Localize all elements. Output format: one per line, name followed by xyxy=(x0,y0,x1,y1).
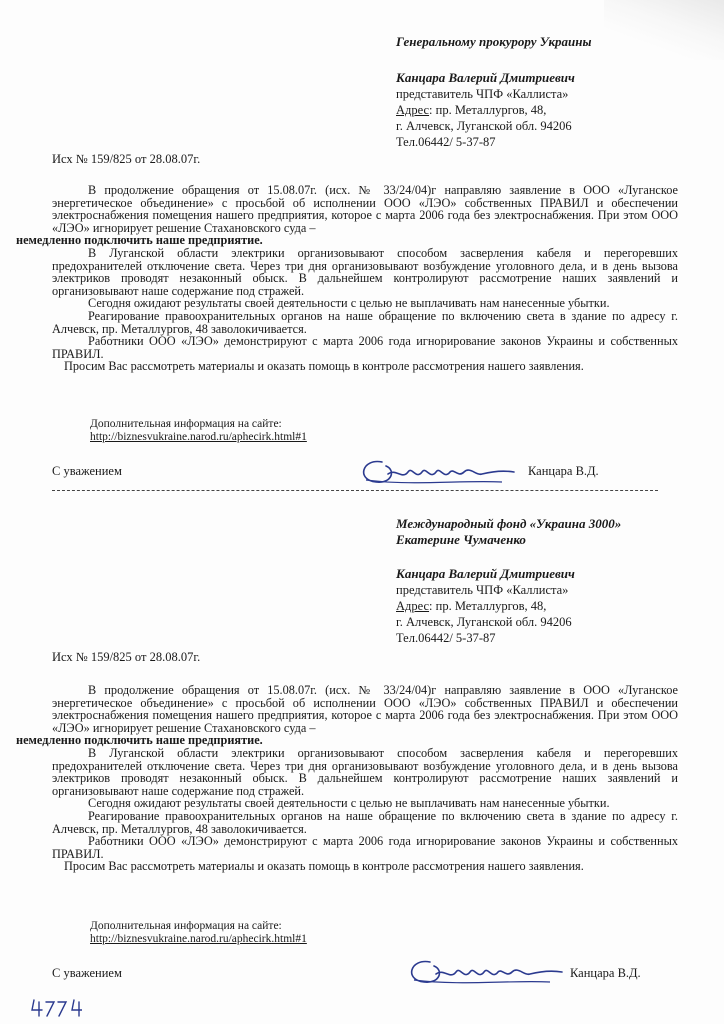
letter1-recipient-block xyxy=(396,34,592,50)
letter2-sender-block xyxy=(396,566,575,646)
letter2-sender-phone: Тел.06442/ 5-37-87 xyxy=(396,631,496,645)
letter1-recipient: Генеральному прокурору Украины xyxy=(396,34,592,49)
letter1-closing: С уважением xyxy=(52,464,122,478)
handwritten-number-drawing xyxy=(30,996,82,1018)
letter1-sender-city: г. Алчевск, Луганской обл. 94206 xyxy=(396,119,572,133)
address-line1: : пр. Металлургов, 48, xyxy=(429,599,547,613)
letter2-ref-number: Исх № 159/825 от 28.08.07г. xyxy=(52,650,201,664)
handwritten-page-number xyxy=(30,996,82,1023)
letter1-paragraph-4: Реагирование правоохранительных органов на наше обращение по включению света в здание по адресу г. Алчевск, пр. Металлургов, 48 заволокичивается. xyxy=(52,308,678,336)
letter1-info-block xyxy=(90,418,307,444)
letter2-paragraph-3: Сегодня ожидают результаты своей деятельности с целью не выплачивать нам нанесенные убытки. xyxy=(88,796,610,811)
letter2-sender-address xyxy=(396,598,575,614)
letter1-paragraph-6: Просим Вас рассмотреть материалы и оказать помощь в контроле рассмотрения нашего заявления. xyxy=(64,359,584,374)
letter1-paragraph-1 xyxy=(16,183,678,248)
letter1-sender-block xyxy=(396,70,575,150)
letter1-paragraph-2: В Луганской области электрики организовывают способом засверления кабеля и перегоревших предохранителей отключение света. Через три дня организовывают возбуждение уголовного дела, и в день вызова электриков проводят незаконный обыск. В дальнейшем контролируют рассмотрение наших заявлений и организовывают наше содержание под стражей. xyxy=(52,245,678,298)
letter2-closing: С уважением xyxy=(52,966,122,980)
letter2-sender-role: представитель ЧПФ «Каллиста» xyxy=(396,583,569,597)
letter2-recipient-block xyxy=(396,516,621,548)
letter2-signature xyxy=(400,950,570,990)
letter2-body xyxy=(16,683,678,874)
letter1-ref-number: Исх № 159/825 от 28.08.07г. xyxy=(52,152,201,166)
letter1-sender-name: Канцара Валерий Дмитриевич xyxy=(396,70,575,85)
address-line1: : пр. Металлургов, 48, xyxy=(429,103,547,117)
letter2-paragraph-5: Работники ООО «ЛЭО» демонстрируют с марта 2006 года игнорирование законов Украины и собственных ПРАВИЛ. xyxy=(52,834,678,861)
letter2-info-label: Дополнительная информация на сайте: xyxy=(90,920,282,932)
letter1-paragraph-5: Работники ООО «ЛЭО» демонстрируют с марта 2006 года игнорирование законов Украины и собственных ПРАВИЛ. xyxy=(52,334,678,361)
letter1-signer: Канцара В.Д. xyxy=(528,464,599,478)
letter1-info-label: Дополнительная информация на сайте: xyxy=(90,418,282,430)
letter1-signature xyxy=(352,450,522,490)
letter1-body xyxy=(16,183,678,374)
address-label: Адрес xyxy=(396,599,430,613)
address-label: Адрес xyxy=(396,103,430,117)
letter2-recipient-person: Екатерине Чумаченко xyxy=(396,532,526,547)
scan-shadow xyxy=(604,0,724,60)
letter1-sender-phone: Тел.06442/ 5-37-87 xyxy=(396,135,496,149)
letter2-signer: Канцара В.Д. xyxy=(570,966,641,980)
p1-bold-text: немедленно подключить наше предприятие. xyxy=(16,233,263,248)
letter2-info-link[interactable]: http://biznesvukraine.narod.ru/aphecirk.html#1 xyxy=(90,933,307,945)
letter2-recipient-org: Международный фонд «Украина 3000» xyxy=(396,516,622,531)
letter1-sender-role: представитель ЧПФ «Каллиста» xyxy=(396,87,569,101)
letter2-info-block xyxy=(90,920,307,946)
letter1-paragraph-3: Сегодня ожидают результаты своей деятельности с целью не выплачивать нам нанесенные убытки. xyxy=(88,296,610,311)
letter1-sender-address xyxy=(396,102,575,118)
letter2-sender-name: Канцара Валерий Дмитриевич xyxy=(396,566,575,581)
letter1-info-link[interactable]: http://biznesvukraine.narod.ru/aphecirk.html#1 xyxy=(90,431,307,443)
p1-bold-text: немедленно подключить наше предприятие. xyxy=(16,733,263,748)
letter2-paragraph-4: Реагирование правоохранительных органов на наше обращение по включению света в здание по адресу г. Алчевск, пр. Металлургов, 48 заволокичивается. xyxy=(52,808,678,836)
letter2-sender-city: г. Алчевск, Луганской обл. 94206 xyxy=(396,615,572,629)
letter2-paragraph-1 xyxy=(16,683,678,748)
letter2-paragraph-6: Просим Вас рассмотреть материалы и оказать помощь в контроле рассмотрения нашего заявления. xyxy=(64,859,584,874)
cut-line-divider xyxy=(52,490,658,491)
p1-text: В продолжение обращения от 15.08.07г. (исх. № 33/24/04)г направляю заявление в ООО «Луганское энергетическое объединение» с просьбой об исполнении ООО «ЛЭО» собственных ПРАВИЛ и обеспечении электроснабжения помещения нашего предприятия, которое с марта 2006 года без электроснабжения. При этом ООО «ЛЭО» игнорирует решение Стахановского суда – xyxy=(52,683,678,735)
p1-text: В продолжение обращения от 15.08.07г. (исх. № 33/24/04)г направляю заявление в ООО «Луганское энергетическое объединение» с просьбой об исполнении ООО «ЛЭО» собственных ПРАВИЛ и обеспечении электроснабжения помещения нашего предприятия, которое с марта 2006 года без электроснабжения. При этом ООО «ЛЭО» игнорирует решение Стахановского суда – xyxy=(52,183,678,235)
letter2-paragraph-2: В Луганской области электрики организовывают способом засверления кабеля и перегоревших предохранителей отключение света. Через три дня организовывают возбуждение уголовного дела, и в день вызова электриков проводят незаконный обыск. В дальнейшем контролируют рассмотрение наших заявлений и организовывают наше содержание под стражей. xyxy=(52,745,678,798)
